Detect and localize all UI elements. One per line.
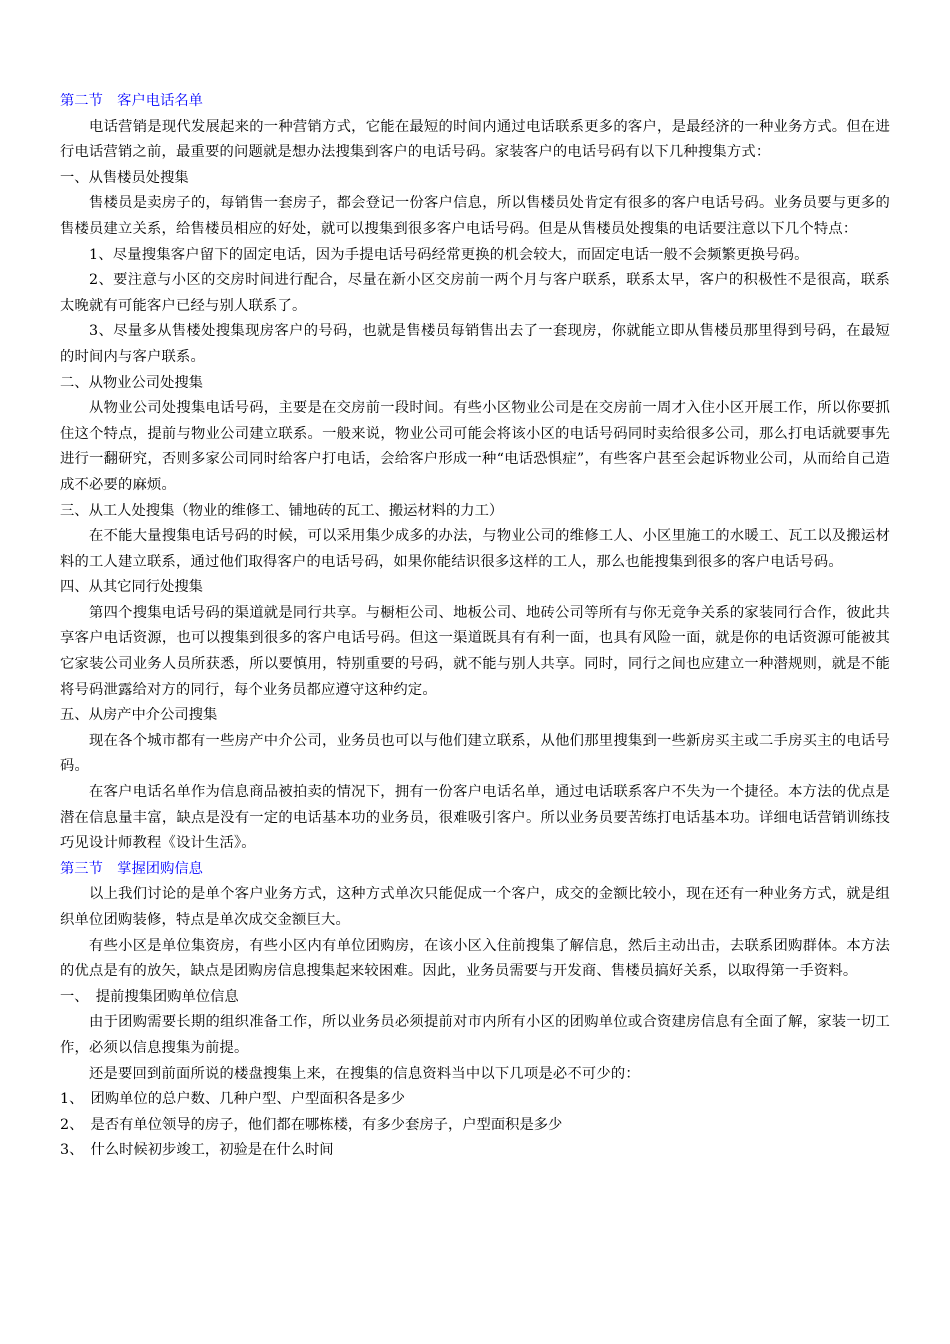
paragraph: 从物业公司处搜集电话号码，主要是在交房前一段时间。有些小区物业公司是在交房前一周才入住小区开展工作，所以你要抓住这个特点，提前与物业公司建立联系。一般来说，物业公司可能会将该小区的电话号码同时卖给很多公司，那么打电话就要事先进行一翻研究，否则多家公司同时给客户打电话，会给客户形成一种“电话恐惧症”，有些客户甚至会起诉物业公司，从而给自己造成不必要的麻烦。: [60, 400, 890, 493]
subsection-title: 四、从其它同行处搜集: [60, 579, 203, 596]
paragraph: 1、尽量搜集客户留下的固定电话，因为手提电话号码经常更换的机会较大，而固定电话一般不会频繁更换号码。: [89, 246, 809, 263]
paragraph: 3、尽量多从售楼处搜集现房客户的号码，也就是售楼员每销售出去了一套现房，你就能立即从售楼员那里得到号码，在最短的时间内与客户联系。: [60, 323, 890, 365]
paragraph: 电话营销是现代发展起来的一种营销方式，它能在最短的时间内通过电话联系更多的客户，是最经济的一种业务方式。但在进行电话营销之前，最重要的问题就是想办法搜集到客户的电话号码。家装客户的电话号码有以下几种搜集方式：: [60, 118, 890, 161]
list-item: 1、 团购单位的总户数、几种户型、户型面积各是多少: [60, 1091, 406, 1108]
paragraph: 有些小区是单位集资房，有些小区内有单位团购房，在该小区入住前搜集了解信息，然后主动出击，去联系团购群体。本方法的优点是有的放矢，缺点是团购房信息搜集起来较困难。因此，业务员需要与开发商、售楼员搞好关系，以取得第一手资料。: [60, 937, 890, 980]
subsection-title: 二、从物业公司处搜集: [60, 374, 203, 391]
subsection-title: 一、从售楼员处搜集: [60, 169, 189, 186]
subsection-title: 一、 提前搜集团购单位信息: [60, 988, 239, 1005]
paragraph: 现在各个城市都有一些房产中介公司，业务员也可以与他们建立联系，从他们那里搜集到一些新房买主或二手房买主的电话号码。: [60, 732, 890, 775]
subsection-title: 五、从房产中介公司搜集: [60, 707, 218, 724]
paragraph: 由于团购需要长期的组织准备工作，所以业务员必须提前对市内所有小区的团购单位或合资建房信息有全面了解，家装一切工作，必须以信息搜集为前提。: [60, 1014, 890, 1056]
section-heading: 第二节 客户电话名单: [60, 93, 203, 109]
paragraph: 第四个搜集电话号码的渠道就是同行共享。与橱柜公司、地板公司、地砖公司等所有与你无竞争关系的家装同行合作，彼此共享客户电话资源，也可以搜集到很多的客户电话号码。但这一渠道既具有有利一面，也具有风险一面，就是你的电话资源可能被其它家装公司业务人员所获悉，所以要慎用，特别重要的号码，就不能与别人共享。同时，同行之间也应建立一种潜规则，就是不能将号码泄露给对方的同行，每个业务员都应遵守这种约定。: [60, 604, 890, 698]
paragraph: 2、要注意与小区的交房时间进行配合，尽量在新小区交房前一两个月与客户联系，联系太早，客户的积极性不是很高，联系太晚就有可能客户已经与别人联系了。: [60, 272, 890, 314]
paragraph: 以上我们讨论的是单个客户业务方式，这种方式单次只能促成一个客户，成交的金额比较小，现在还有一种业务方式，就是组织单位团购装修，特点是单次成交金额巨大。: [60, 886, 890, 928]
paragraph: 在客户电话名单作为信息商品被拍卖的情况下，拥有一份客户电话名单，通过电话联系客户不失为一个捷径。本方法的优点是潜在信息量丰富，缺点是没有一定的电话基本功的业务员，很难吸引客户。所以业务员要苦练打电话基本功。详细电话营销训练技巧见设计师教程《设计生活》。: [60, 784, 890, 852]
document-page: [60, 89, 890, 1164]
list-item: 3、 什么时候初步竣工，初验是在什么时间: [60, 1142, 334, 1159]
paragraph: 在不能大量搜集电话号码的时候，可以采用集少成多的办法，与物业公司的维修工人、小区里施工的水暖工、瓦工以及搬运材料的工人建立联系，通过他们取得客户的电话号码，如果你能结识很多这样的工人，那么也能搜集到很多的客户电话号码。: [60, 528, 890, 570]
list-item: 2、 是否有单位领导的房子，他们都在哪栋楼，有多少套房子，户型面积是多少: [60, 1116, 563, 1133]
paragraph: 售楼员是卖房子的，每销售一套房子，都会登记一份客户信息，所以售楼员处肯定有很多的客户电话号码。业务员要与更多的售楼员建立关系，给售楼员相应的好处，就可以搜集到很多客户电话号码。但是从售楼员处搜集的电话要注意以下几个特点：: [60, 195, 890, 237]
subsection-title: 三、从工人处搜集（物业的维修工、铺地砖的瓦工、搬运材料的力工）: [60, 502, 504, 519]
paragraph: 还是要回到前面所说的楼盘搜集上来，在搜集的信息资料当中以下几项是必不可少的：: [89, 1065, 640, 1082]
section-heading: 第三节 掌握团购信息: [60, 860, 203, 877]
